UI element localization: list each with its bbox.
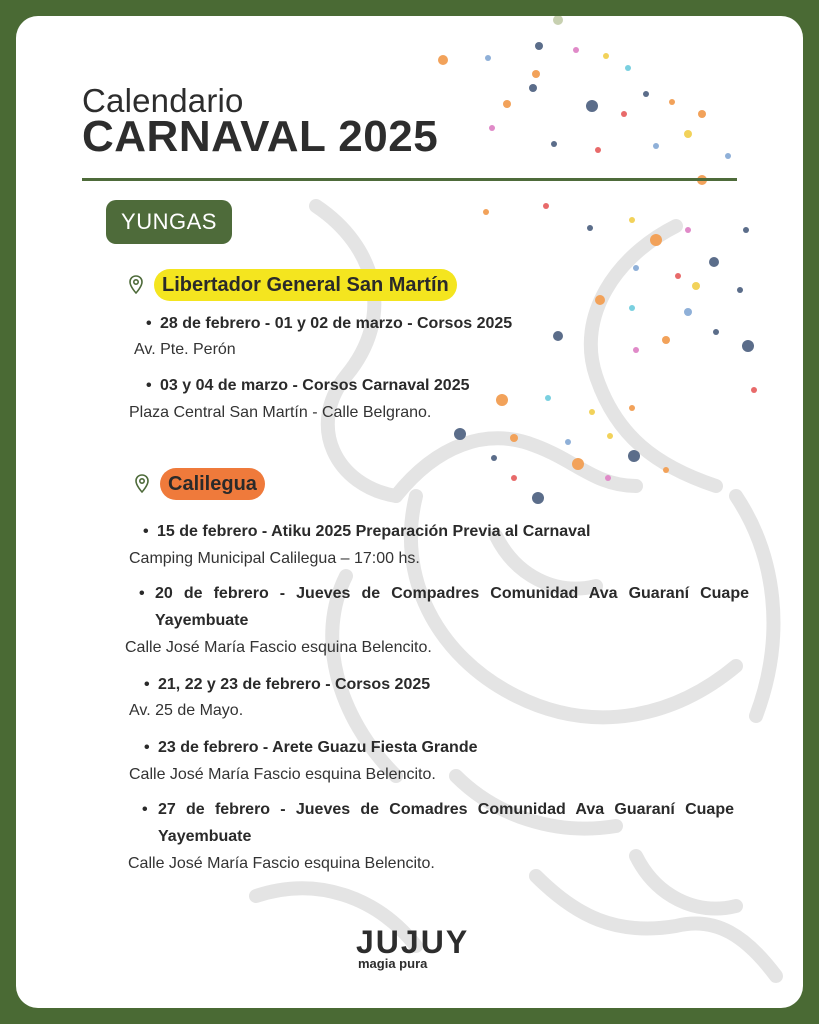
event-place: Av. 25 de Mayo. <box>129 702 244 719</box>
location-name: Calilegua <box>160 468 265 500</box>
event-place: Av. Pte. Perón <box>134 341 236 358</box>
event-place-item <box>125 634 432 661</box>
event-item <box>144 671 430 698</box>
event-place: Plaza Central San Martín - Calle Belgrano. <box>129 404 432 421</box>
location-header-libertador <box>128 269 457 301</box>
location-header-calilegua <box>134 468 265 500</box>
location-name: Libertador General San Martín <box>154 269 457 301</box>
bullet-icon: • <box>146 315 152 332</box>
event-place: Calle José María Fascio esquina Belencito. <box>129 766 436 783</box>
event-title-text: 03 y 04 de marzo - Corsos Carnaval 2025 <box>160 377 470 394</box>
event-title <box>146 310 512 337</box>
location-pin-icon <box>134 474 150 494</box>
event-place-item <box>129 545 420 572</box>
bullet-icon: • <box>144 676 150 693</box>
region-badge: YUNGAS <box>106 200 232 244</box>
event-item <box>144 734 478 761</box>
event-place: Calle José María Fascio esquina Belencito. <box>125 639 432 656</box>
bullet-icon: • <box>142 801 148 818</box>
event-item <box>139 580 749 634</box>
event-item <box>146 310 512 337</box>
location-pin-icon <box>128 275 144 295</box>
event-title-text: 28 de febrero - 01 y 02 de marzo - Corsos 2025 <box>160 315 513 332</box>
event-title: 27 de febrero - Jueves de Comadres Comunidad Ava Guaraní Cuape Yayembuate <box>158 801 734 845</box>
event-title: 20 de febrero - Jueves de Compadres Comunidad Ava Guaraní Cuape Yayembuate <box>155 585 749 629</box>
calendar-card <box>16 16 803 1008</box>
event-place-item <box>134 336 236 363</box>
title-divider <box>82 178 737 181</box>
event-title-text: 15 de febrero - Atiku 2025 Preparación Previa al Carnaval <box>157 523 591 540</box>
event-item <box>142 796 734 850</box>
bullet-icon: • <box>146 377 152 394</box>
event-title-text: 23 de febrero - Arete Guazu Fiesta Grande <box>158 739 478 756</box>
bullet-icon: • <box>143 523 149 540</box>
event-title <box>143 518 590 545</box>
logo-tagline: magia pura <box>358 956 428 971</box>
event-title-text: 21, 22 y 23 de febrero - Corsos 2025 <box>158 676 431 693</box>
jujuy-logo <box>356 926 469 971</box>
calendar-subtitle: Calendario <box>82 82 244 119</box>
event-place-item <box>129 399 431 426</box>
event-place: Calle José María Fascio esquina Belencito. <box>128 855 435 872</box>
event-item <box>146 372 470 399</box>
event-title <box>144 671 430 698</box>
event-title <box>146 372 470 399</box>
event-place-item <box>129 697 243 724</box>
logo-wordmark: JUJUY <box>356 924 470 960</box>
event-item <box>143 518 590 545</box>
event-place: Camping Municipal Calilegua – 17:00 hs. <box>129 550 420 567</box>
page-title: CARNAVAL 2025 <box>82 112 439 161</box>
event-title <box>144 734 478 761</box>
bullet-icon: • <box>144 739 150 756</box>
bullet-icon: • <box>139 585 145 602</box>
event-place-item <box>128 850 435 877</box>
event-place-item <box>129 761 436 788</box>
